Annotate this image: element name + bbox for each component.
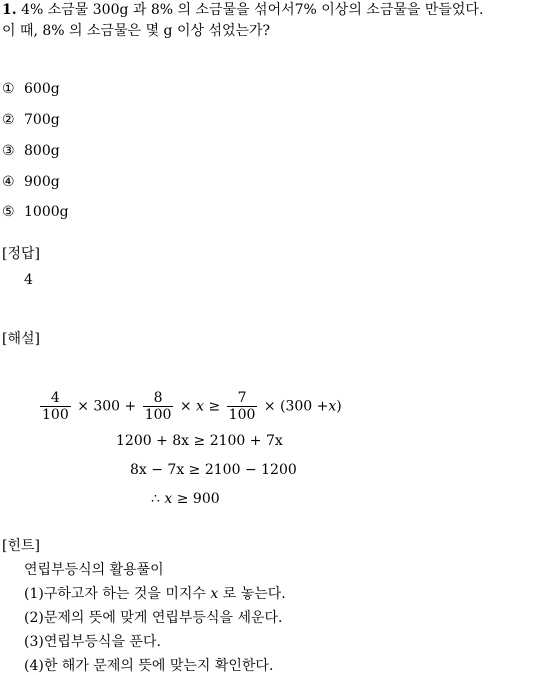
- question-line-1: [2, 1, 483, 19]
- choice-3[interactable]: [2, 142, 60, 160]
- choice-text: 800g: [24, 143, 60, 159]
- hint-title: 연립부등식의 활용풀이: [24, 562, 164, 578]
- eq1-op1: × 300 +: [77, 398, 137, 415]
- eq1-var: x: [196, 398, 205, 415]
- choice-1[interactable]: [2, 80, 60, 98]
- eq1-tail-var: x: [328, 398, 337, 415]
- hint-step-1: [24, 585, 286, 603]
- answer-value: 4: [24, 272, 33, 288]
- choice-text: 700g: [24, 112, 60, 128]
- choice-text: 900g: [24, 174, 60, 190]
- question-text-1: 4% 소금물 300g 과 8% 의 소금물을 섞어서7% 이상의 소금물을 만들었다.: [21, 2, 484, 18]
- fraction-denominator: 100: [144, 407, 172, 423]
- choice-text: 600g: [24, 81, 60, 97]
- question-line-2: [2, 22, 270, 40]
- hint-step-2: (2)문제의 뜻에 맞게 연립부등식을 세운다.: [24, 610, 283, 626]
- fraction-numerator: 8: [153, 390, 163, 406]
- fraction-8-100: [143, 390, 174, 423]
- hint-step-1-var: x: [210, 586, 219, 602]
- equation-2: 1200 + 8x ≥ 2100 + 7x: [116, 433, 283, 449]
- choice-2[interactable]: [2, 111, 60, 129]
- answer-label: [정답]: [2, 246, 40, 262]
- eq1-op3: ≥: [208, 398, 221, 415]
- equation-4: [151, 491, 220, 507]
- hint-label: [힌트]: [2, 538, 40, 554]
- choice-marker: ③: [2, 143, 15, 159]
- choice-5[interactable]: [2, 203, 69, 221]
- fraction-7-100: [227, 390, 258, 423]
- hint-step-1-prefix: (1)구하고자 하는 것을 미지수: [24, 586, 206, 602]
- question-number: 1.: [2, 2, 17, 18]
- equation-3: 8x − 7x ≥ 2100 − 1200: [130, 462, 297, 478]
- eq1-tail: × (300 +: [263, 398, 329, 415]
- choice-marker: ②: [2, 112, 15, 128]
- choice-marker: ⑤: [2, 204, 15, 220]
- fraction-denominator: 100: [228, 407, 256, 423]
- eq1-tail-close: ): [336, 398, 342, 415]
- fraction-numerator: 7: [237, 390, 247, 406]
- choice-text: 1000g: [24, 204, 69, 220]
- eq4-var: x: [164, 491, 173, 507]
- eq4-rest: ≥ 900: [176, 491, 220, 507]
- fraction-numerator: 4: [50, 390, 60, 406]
- choice-marker: ①: [2, 81, 15, 97]
- hint-step-1-suffix: 로 놓는다.: [222, 586, 286, 602]
- hint-step-3: (3)연립부등식을 푼다.: [24, 634, 161, 650]
- eq1-op2: ×: [179, 398, 192, 415]
- question-text-2: 이 때, 8% 의 소금물은 몇 g 이상 섞었는가?: [2, 23, 271, 39]
- hint-step-4: (4)한 해가 문제의 뜻에 맞는지 확인한다.: [24, 658, 274, 674]
- equation-1: [38, 390, 342, 423]
- choice-4[interactable]: [2, 173, 60, 191]
- explanation-label: [해설]: [2, 331, 40, 347]
- fraction-denominator: 100: [42, 407, 69, 423]
- choice-marker: ④: [2, 174, 15, 190]
- therefore-symbol: ∴: [151, 491, 160, 507]
- fraction-4-100: [40, 390, 71, 423]
